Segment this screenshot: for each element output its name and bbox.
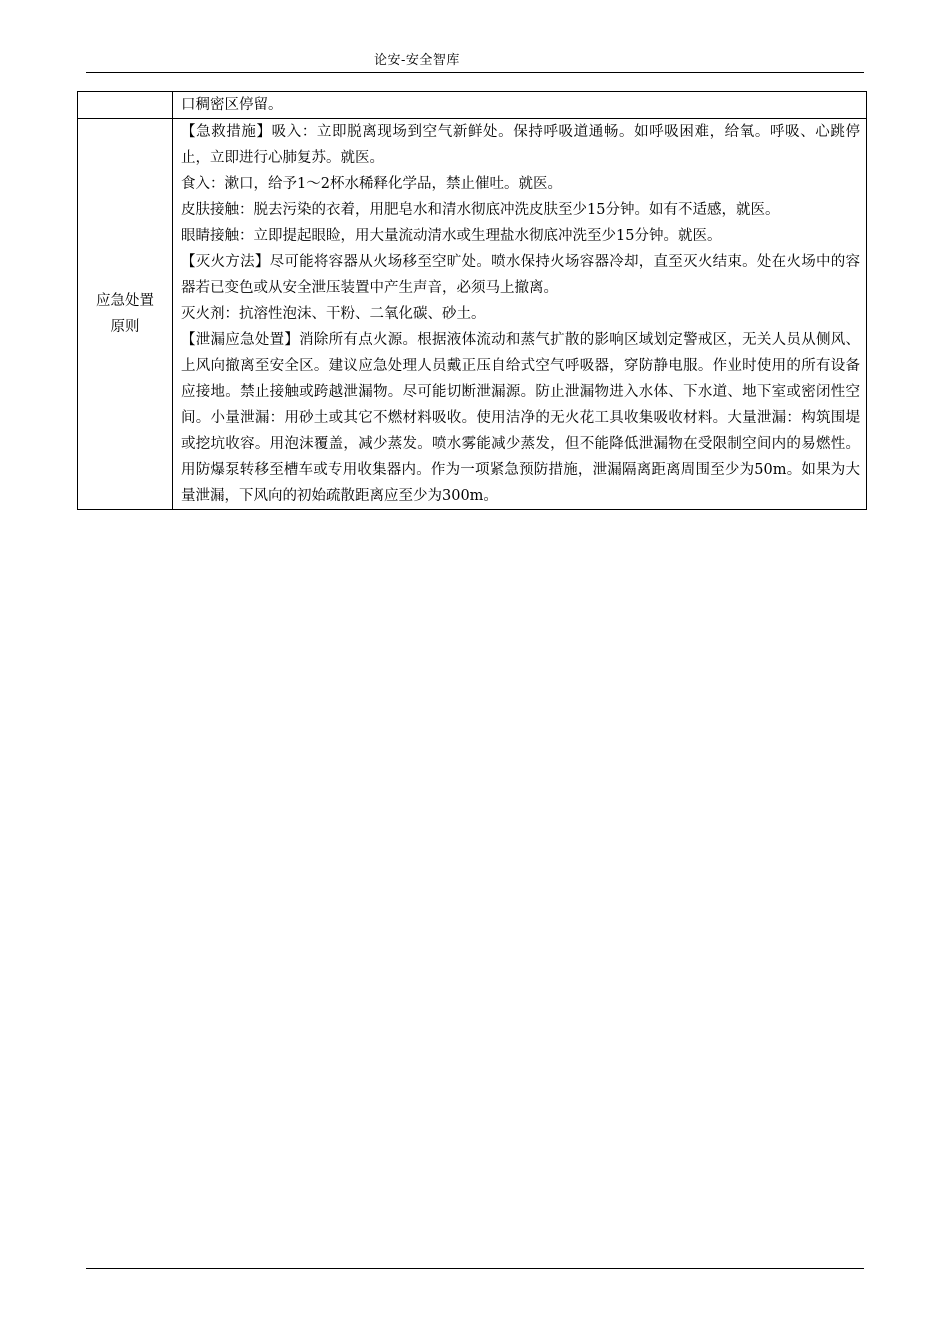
emergency-label-line-2: 原则 [110,319,140,335]
firefighting-paragraph: 【灭火方法】尽可能将容器从火场移至空旷处。喷水保持火场容器冷却，直至灭火结束。处在火场中的容器若已变色或从安全泄压装置中产生声音，必须马上撤离。 [181,254,860,296]
continuation-label-cell [78,92,173,119]
emergency-content-cell [173,119,867,510]
page-header [86,52,864,73]
continuation-text: 口稠密区停留。 [181,97,283,113]
emergency-label-cell [78,119,173,510]
continuation-content-cell [173,92,867,119]
table-row-emergency [78,119,867,510]
header-title: 论安-安全智库 [374,53,460,68]
extinguishing-agent-paragraph: 灭火剂：抗溶性泡沫、干粉、二氧化碳、砂土。 [181,306,486,322]
spill-response-paragraph: 【泄漏应急处置】消除所有点火源。根据液体流动和蒸气扩散的影响区域划定警戒区，无关人员从侧风、上风向撤离至安全区。建议应急处理人员戴正压自给式空气呼吸器，穿防静电服。作业时使用的所有设备应接地。禁止接触或跨越泄漏物。尽可能切断泄漏源。防止泄漏物进入水体、下水道、地下室或密闭性空间。小量泄漏：用砂土或其它不燃材料吸收。使用洁净的无火花工具收集吸收材料。大量泄漏：构筑围堤或挖坑收容。用泡沫覆盖，减少蒸发。喷水雾能减少蒸发，但不能降低泄漏物在受限制空间内的易燃性。用防爆泵转移至槽车或专用收集器内。作为一项紧急预防措施，泄漏隔离距离周围至少为50m。如果为大量泄漏，下风向的初始疏散距离应至少为300m。 [181,332,860,504]
page-footer-rule [86,1268,864,1269]
emergency-label-line-1: 应急处置 [96,293,154,309]
eye-contact-paragraph: 眼睛接触：立即提起眼睑，用大量流动清水或生理盐水彻底冲洗至少15分钟。就医。 [181,228,722,244]
first-aid-paragraph: 【急救措施】吸入：立即脱离现场到空气新鲜处。保持呼吸道通畅。如呼吸困难，给氧。呼吸、心跳停止，立即进行心肺复苏。就医。 [181,124,860,166]
skin-contact-paragraph: 皮肤接触：脱去污染的衣着，用肥皂水和清水彻底冲洗皮肤至少15分钟。如有不适感，就医。 [181,202,780,218]
table-row-continuation [78,92,867,119]
ingestion-paragraph: 食入：漱口，给予1～2杯水稀释化学品，禁止催吐。就医。 [181,176,562,192]
sds-table [77,91,867,510]
